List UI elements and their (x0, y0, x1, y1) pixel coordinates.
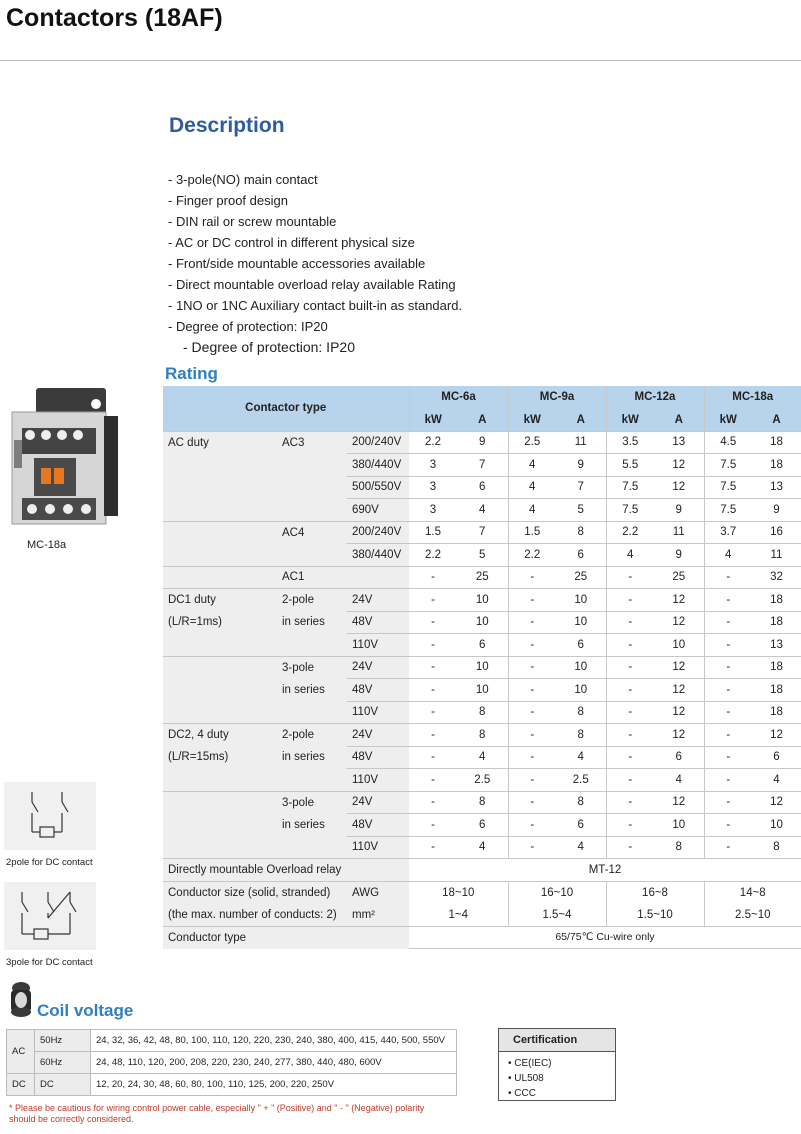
value-a: 10 (556, 679, 606, 702)
voltage-label: 48V (347, 611, 409, 634)
value-a: 18 (752, 656, 801, 679)
category-label: in series (277, 679, 347, 702)
value-kw: 2.2 (508, 544, 556, 567)
value-kw: - (409, 679, 457, 702)
value-a: 6 (556, 634, 606, 657)
category-label (277, 769, 347, 792)
header-model: MC-6a (409, 386, 508, 409)
duty-label: (L/R=1ms) (163, 611, 277, 634)
value-kw: 3 (409, 454, 457, 477)
rating-row (163, 724, 801, 747)
category-label (277, 634, 347, 657)
value-a: 4 (457, 746, 508, 769)
value-a: 7 (556, 476, 606, 499)
value-kw: - (704, 724, 752, 747)
value-a: 8 (556, 791, 606, 814)
value-a: 13 (752, 476, 801, 499)
category-label (277, 454, 347, 477)
value-kw: - (704, 589, 752, 612)
voltage-label: 110V (347, 634, 409, 657)
category-label: in series (277, 611, 347, 634)
value-a: 13 (654, 431, 704, 454)
conductor-awg: 14~8 (704, 881, 801, 904)
category-label: AC1 (277, 566, 347, 589)
value-a: 10 (457, 656, 508, 679)
value-a: 9 (654, 544, 704, 567)
header-a: A (654, 409, 704, 432)
overload-label: Directly mountable Overload relay (163, 859, 409, 882)
conductor-awg: 16~10 (508, 881, 606, 904)
value-a: 7 (457, 521, 508, 544)
overload-value: MT-12 (409, 859, 801, 882)
certification-list (499, 1052, 615, 1101)
value-kw: 2.2 (409, 431, 457, 454)
category-label: 3-pole (277, 791, 347, 814)
value-a: 18 (752, 454, 801, 477)
header-kw: kW (606, 409, 654, 432)
rating-row (163, 769, 801, 792)
coil-frequency: 50Hz (35, 1030, 91, 1052)
category-label: 2-pole (277, 589, 347, 612)
value-kw: - (606, 634, 654, 657)
value-a: 11 (556, 431, 606, 454)
coil-values: 24, 32, 36, 42, 48, 80, 100, 110, 120, 220, 230, 240, 380, 400, 415, 440, 500, 550V (91, 1030, 457, 1052)
header-kw: kW (508, 409, 556, 432)
rating-row (163, 544, 801, 567)
category-label (277, 836, 347, 859)
value-a: 12 (654, 656, 704, 679)
coil-values: 24, 48, 110, 120, 200, 208, 220, 230, 240, 277, 380, 440, 480, 600V (91, 1052, 457, 1074)
duty-label (163, 836, 277, 859)
rating-row (163, 701, 801, 724)
value-kw: - (508, 679, 556, 702)
value-kw: 7.5 (606, 476, 654, 499)
rating-row (163, 791, 801, 814)
duty-label (163, 454, 277, 477)
voltage-label: 110V (347, 769, 409, 792)
2pole-dc-diagram-icon (4, 782, 96, 850)
value-kw: 1.5 (409, 521, 457, 544)
value-a: 10 (654, 634, 704, 657)
value-kw: - (409, 814, 457, 837)
value-kw: - (508, 724, 556, 747)
duty-label: DC1 duty (163, 589, 277, 612)
value-a: 10 (752, 814, 801, 837)
value-a: 25 (556, 566, 606, 589)
value-kw: 5.5 (606, 454, 654, 477)
rating-table (163, 386, 801, 949)
value-kw: - (409, 566, 457, 589)
value-a: 9 (556, 454, 606, 477)
duty-label: AC duty (163, 431, 277, 454)
rating-row (163, 499, 801, 522)
value-a: 25 (457, 566, 508, 589)
coil-frequency: 60Hz (35, 1052, 91, 1074)
coil-frequency: DC (35, 1074, 91, 1096)
value-a: 4 (752, 769, 801, 792)
value-kw: - (409, 836, 457, 859)
voltage-label: 48V (347, 814, 409, 837)
certification-item: • CE(IEC) (508, 1058, 552, 1069)
value-a: 8 (654, 836, 704, 859)
value-kw: - (704, 769, 752, 792)
value-a: 6 (654, 746, 704, 769)
coil-voltage-table (6, 1029, 457, 1096)
header-model: MC-18a (704, 386, 801, 409)
rating-row (163, 746, 801, 769)
value-kw: - (606, 566, 654, 589)
value-kw: - (704, 679, 752, 702)
rating-heading: Rating (165, 364, 218, 383)
coil-icon (7, 980, 35, 1018)
category-label (277, 499, 347, 522)
value-kw: - (508, 656, 556, 679)
value-kw: - (508, 746, 556, 769)
coil-values: 12, 20, 24, 30, 48, 60, 80, 100, 110, 125, 200, 220, 250V (91, 1074, 457, 1096)
conductor-type-value: 65/75℃ Cu-wire only (409, 926, 801, 949)
conductor-type-label: Conductor type (163, 926, 409, 949)
coil-group: DC (7, 1074, 35, 1096)
description-item-extra: - Degree of protection: IP20 (183, 339, 355, 355)
value-a: 6 (457, 634, 508, 657)
description-item: - Front/side mountable accessories available (168, 256, 426, 271)
duty-label (163, 499, 277, 522)
value-a: 4 (654, 769, 704, 792)
voltage-label: 500/550V (347, 476, 409, 499)
header-a: A (556, 409, 606, 432)
duty-label (163, 679, 277, 702)
value-kw: - (704, 656, 752, 679)
coil-group: AC (7, 1030, 35, 1074)
value-kw: - (606, 611, 654, 634)
category-label: AC4 (277, 521, 347, 544)
description-item: - AC or DC control in different physical size (168, 235, 415, 250)
value-a: 8 (752, 836, 801, 859)
value-a: 12 (654, 701, 704, 724)
value-a: 12 (654, 476, 704, 499)
value-a: 8 (457, 701, 508, 724)
value-a: 10 (556, 611, 606, 634)
value-kw: - (409, 611, 457, 634)
value-kw: 7.5 (704, 454, 752, 477)
category-label: 2-pole (277, 724, 347, 747)
rating-row (163, 679, 801, 702)
voltage-label: 110V (347, 701, 409, 724)
conductor-size-label: Conductor size (solid, stranded) (163, 881, 347, 904)
value-kw: 3 (409, 499, 457, 522)
value-a: 12 (654, 611, 704, 634)
rating-row (163, 634, 801, 657)
value-a: 4 (556, 836, 606, 859)
value-kw: - (704, 634, 752, 657)
header-a: A (457, 409, 508, 432)
value-kw: - (508, 589, 556, 612)
value-kw: - (606, 746, 654, 769)
rating-row (163, 521, 801, 544)
value-a: 6 (457, 814, 508, 837)
voltage-label: 24V (347, 589, 409, 612)
value-kw: - (606, 769, 654, 792)
conductor-mm2: 1~4 (409, 904, 508, 927)
category-label: in series (277, 814, 347, 837)
value-a: 4 (556, 746, 606, 769)
value-kw: - (508, 701, 556, 724)
value-kw: 4 (704, 544, 752, 567)
rating-row (163, 836, 801, 859)
value-a: 9 (752, 499, 801, 522)
rating-row (163, 476, 801, 499)
3pole-dc-diagram-icon (4, 882, 96, 950)
voltage-label: 48V (347, 746, 409, 769)
value-a: 6 (457, 476, 508, 499)
header-kw: kW (409, 409, 457, 432)
duty-label: (L/R=15ms) (163, 746, 277, 769)
conductor-max-label: (the max. number of conducts: 2) (163, 904, 347, 927)
certification-title: Certification (499, 1029, 615, 1052)
value-a: 12 (752, 791, 801, 814)
description-item: - Direct mountable overload relay available Rating (168, 277, 456, 292)
certification-box (498, 1028, 616, 1101)
page-title: Contactors (18AF) (6, 4, 223, 32)
value-kw: - (606, 679, 654, 702)
value-a: 10 (556, 589, 606, 612)
certification-item: • CCC (508, 1088, 536, 1099)
conductor-size-unit: AWG (347, 881, 409, 904)
title-divider (0, 60, 801, 61)
product-caption: MC-18a (27, 539, 67, 551)
conductor-mm2: 1.5~10 (606, 904, 704, 927)
duty-label (163, 656, 277, 679)
value-kw: - (606, 701, 654, 724)
value-kw: - (704, 611, 752, 634)
description-list (168, 171, 462, 360)
value-a: 9 (654, 499, 704, 522)
voltage-label: 200/240V (347, 521, 409, 544)
value-kw: - (508, 611, 556, 634)
description-item: - 1NO or 1NC Auxiliary contact built-in as standard. (168, 298, 463, 313)
value-kw: - (409, 634, 457, 657)
value-kw: 4 (508, 476, 556, 499)
value-a: 12 (654, 791, 704, 814)
value-kw: - (606, 724, 654, 747)
description-item: - Finger proof design (168, 193, 288, 208)
value-a: 7 (457, 454, 508, 477)
value-a: 11 (654, 521, 704, 544)
header-model: MC-12a (606, 386, 704, 409)
value-kw: - (409, 589, 457, 612)
value-a: 8 (457, 724, 508, 747)
value-a: 6 (752, 746, 801, 769)
value-a: 12 (654, 454, 704, 477)
value-a: 9 (457, 431, 508, 454)
value-kw: - (704, 836, 752, 859)
value-a: 12 (752, 724, 801, 747)
value-kw: 2.5 (508, 431, 556, 454)
category-label (277, 701, 347, 724)
contactor-product-image (8, 386, 124, 528)
value-a: 12 (654, 679, 704, 702)
voltage-label: 24V (347, 656, 409, 679)
rating-row (163, 814, 801, 837)
value-a: 16 (752, 521, 801, 544)
value-kw: - (409, 656, 457, 679)
value-kw: - (606, 656, 654, 679)
value-kw: 3 (409, 476, 457, 499)
voltage-label: 48V (347, 679, 409, 702)
value-kw: - (704, 566, 752, 589)
category-label (277, 544, 347, 567)
header-contactor-type: Contactor type (163, 386, 409, 431)
value-a: 12 (654, 724, 704, 747)
value-kw: 1.5 (508, 521, 556, 544)
value-a: 18 (752, 679, 801, 702)
value-kw: 2.2 (409, 544, 457, 567)
conductor-mm2: 2.5~10 (735, 908, 771, 921)
duty-label: DC2, 4 duty (163, 724, 277, 747)
value-a: 10 (556, 656, 606, 679)
rating-row (163, 454, 801, 477)
value-a: 8 (556, 521, 606, 544)
voltage-label: 380/440V (347, 454, 409, 477)
voltage-label: 380/440V (347, 544, 409, 567)
value-a: 32 (752, 566, 801, 589)
dc-caption: 3pole for DC contact (6, 957, 93, 968)
voltage-label (347, 566, 409, 589)
rating-row (163, 431, 801, 454)
value-a: 10 (457, 679, 508, 702)
description-item: - DIN rail or screw mountable (168, 214, 337, 229)
value-kw: - (704, 746, 752, 769)
value-kw: 3.5 (606, 431, 654, 454)
rating-row (163, 656, 801, 679)
category-label (277, 476, 347, 499)
value-kw: - (409, 769, 457, 792)
value-a: 18 (752, 701, 801, 724)
value-kw: - (409, 701, 457, 724)
rating-row (163, 566, 801, 589)
value-kw: 4 (508, 454, 556, 477)
conductor-awg: 16~8 (606, 881, 704, 904)
value-a: 8 (556, 701, 606, 724)
conductor-awg: 18~10 (409, 881, 508, 904)
duty-label (163, 791, 277, 814)
value-kw: 7.5 (704, 476, 752, 499)
value-kw: - (508, 769, 556, 792)
value-a: 18 (752, 589, 801, 612)
value-kw: - (704, 701, 752, 724)
value-kw: - (508, 566, 556, 589)
header-kw: kW (704, 409, 752, 432)
voltage-label: 110V (347, 836, 409, 859)
value-kw: - (704, 814, 752, 837)
value-kw: - (508, 836, 556, 859)
value-kw: - (606, 589, 654, 612)
value-a: 5 (457, 544, 508, 567)
value-a: 4 (457, 836, 508, 859)
duty-label (163, 544, 277, 567)
value-kw: - (606, 791, 654, 814)
certification-item: • UL508 (508, 1073, 544, 1084)
value-a: 25 (654, 566, 704, 589)
value-kw: - (409, 791, 457, 814)
value-a: 8 (556, 724, 606, 747)
value-a: 2.5 (457, 769, 508, 792)
rating-row (163, 589, 801, 612)
value-a: 8 (457, 791, 508, 814)
value-a: 18 (752, 611, 801, 634)
value-kw: 7.5 (704, 499, 752, 522)
duty-label (163, 769, 277, 792)
category-label: AC3 (277, 431, 347, 454)
value-kw: - (409, 724, 457, 747)
value-kw: - (508, 634, 556, 657)
duty-label (163, 521, 277, 544)
value-kw: - (606, 814, 654, 837)
description-item: - 3-pole(NO) main contact (168, 172, 318, 187)
voltage-label: 24V (347, 791, 409, 814)
duty-label (163, 634, 277, 657)
value-a: 4 (457, 499, 508, 522)
value-kw: - (508, 814, 556, 837)
value-a: 6 (556, 814, 606, 837)
value-a: 10 (457, 611, 508, 634)
value-a: 6 (556, 544, 606, 567)
value-a: 10 (654, 814, 704, 837)
duty-label (163, 701, 277, 724)
value-a: 5 (556, 499, 606, 522)
header-a: A (752, 409, 801, 432)
dc-caption: 2pole for DC contact (6, 857, 93, 868)
category-label: 3-pole (277, 656, 347, 679)
value-kw: - (508, 791, 556, 814)
header-model: MC-9a (508, 386, 606, 409)
conductor-mm2: 1.5~4 (508, 904, 606, 927)
value-kw: - (409, 746, 457, 769)
value-a: 11 (752, 544, 801, 567)
rating-row (163, 611, 801, 634)
value-kw: 7.5 (606, 499, 654, 522)
value-a: 18 (752, 431, 801, 454)
voltage-label: 200/240V (347, 431, 409, 454)
duty-label (163, 566, 277, 589)
value-kw: - (704, 791, 752, 814)
value-kw: 4 (508, 499, 556, 522)
value-kw: 2.2 (606, 521, 654, 544)
value-kw: 3.7 (704, 521, 752, 544)
value-kw: 4 (606, 544, 654, 567)
value-a: 2.5 (556, 769, 606, 792)
voltage-label: 24V (347, 724, 409, 747)
duty-label (163, 476, 277, 499)
value-a: 13 (752, 634, 801, 657)
conductor-mm2-unit: mm² (347, 904, 409, 927)
voltage-label: 690V (347, 499, 409, 522)
description-item: - Degree of protection: IP20 (168, 319, 328, 334)
value-kw: - (606, 836, 654, 859)
description-heading: Description (169, 114, 285, 137)
duty-label (163, 814, 277, 837)
coil-voltage-heading: Coil voltage (37, 1001, 134, 1020)
value-a: 10 (457, 589, 508, 612)
value-a: 12 (654, 589, 704, 612)
value-kw: 4.5 (704, 431, 752, 454)
category-label: in series (277, 746, 347, 769)
wiring-caution-note: * Please be cautious for wiring control power cable, especially " + " (Positive) and " - " (Negative) polarity should be correctly considered. (9, 1103, 425, 1124)
